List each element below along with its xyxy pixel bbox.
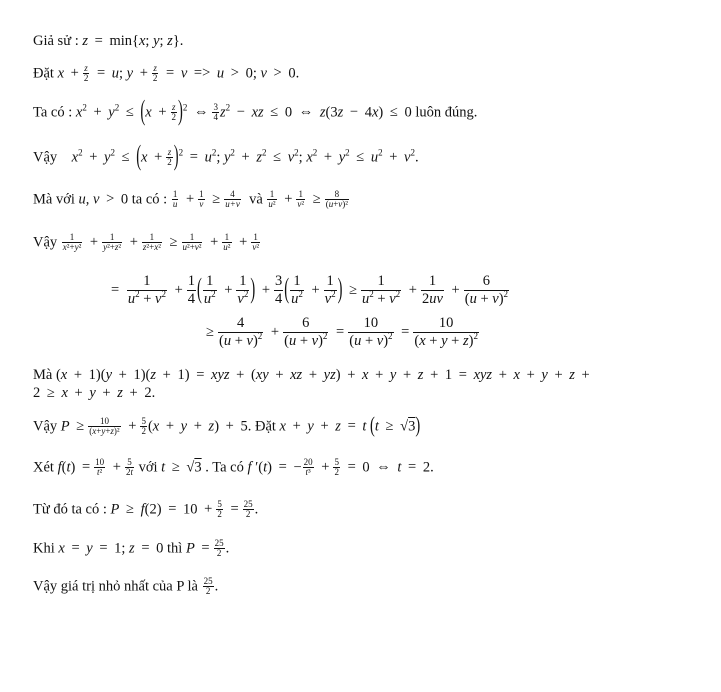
line-9-cont: 2 ≥ x + y + z + 2. — [33, 385, 156, 401]
line-12: Từ đó ta có : P ≥ f(2) = 10 + $\frac{5}{2}$ = $\frac{25}{2}$ . — [33, 499, 259, 520]
line-8: ≥ $\frac{4}{(u + v)^2}$ + $\frac{6}{(u + v)^2}$ = $\frac{10}{(u + v)^2}$ = $\frac{10}{(x + y + z)^2}$ — [206, 315, 478, 350]
line-6: Vậy $\frac{1}{\text{x²+y²}}$ + $\frac{1}{\text{y²+z²}}$ + $\frac{1}{\text{z²+x²}}$ ≥ $\frac{1}{\text{u²+v²}}$ + $\frac{1}{\text{u²}}$ + $\frac{1}{\text{v²}}$ — [33, 232, 260, 253]
line-5: Mà với u, v > 0 ta có : $\frac{1}{u}$ + $\frac{1}{v}$ ≥ $\frac{4}{u+v}$ và $\frac{1}{\text{u²}}$ + $\frac{1}{\text{v²}}$ ≥ $\frac{8}{\text{(u+v)²}}$ — [33, 189, 348, 210]
line-14: Vậy giá trị nhỏ nhất của P là $\frac{25}{2}$ . — [33, 576, 219, 597]
line-13: Khi x = y = 1; z = 0 thì P = $\frac{25}{2}$ . — [33, 538, 230, 559]
line-4: Vậy $x^2 + y^2 \le (x$ + $\frac{z}{2}$ )$^2 = u^2$; $y^2 + z^2 \le v^2$; $x^2 + y^2 \le u^2 + v^2$. — [33, 140, 419, 173]
line-10: Vậy P ≥ $\frac{10}{\text{(x+y+z)²}}$ + $\frac{5}{2}$ (x + y + z) + 5. Đặt x + y + z = t (t ≥ √3) — [33, 414, 421, 439]
line-2: Đặt x + $\frac{z}{2}$ = u; y + $\frac{z}{2}$ = v => u > 0; v > 0. — [33, 63, 300, 84]
line-11: Xét f(t) = $\frac{10}{\text{t²}}$ + $\frac{5}{2t}$ với t ≥ √3 . Ta có f ′(t) = − $\frac{20}{\text{t³}}$ + $\frac{5}{2}$ = 0 ⇔ t = 2. — [33, 457, 434, 478]
line-9: Mà (x + 1)(y + 1)(z + 1) = xyz + (xy + xz + yz) + x + y + z + 1 = xyz + x + y + z + — [33, 367, 590, 383]
line-3: Ta có : $x^2 + y^2 \le (x$ + $\frac{z}{2}$ )$^2$ ⇔ $\frac{3}{4}$ $z^2$ − xz ≤ 0 ⇔ z(3z − 4x) ≤ 0 luôn đúng. — [33, 95, 478, 128]
line-1: Giả sử : z = min{x; y; z}. — [33, 33, 184, 49]
line-7: = $\frac{1}{u^2 + v^2}$ + $\frac{1}{4}$ ( $\frac{1}{u^2}$ + $\frac{1}{v^2}$ ) + $\frac{3}{4}$ ( $\frac{1}{u^2}$ + $\frac{1}{v^2}$ ) ≥ $\frac{1}{u^2 + v^2}$ + $\frac{1}{2uv}$ + $\frac{6}{(u + v)^2}$ — [111, 273, 509, 308]
